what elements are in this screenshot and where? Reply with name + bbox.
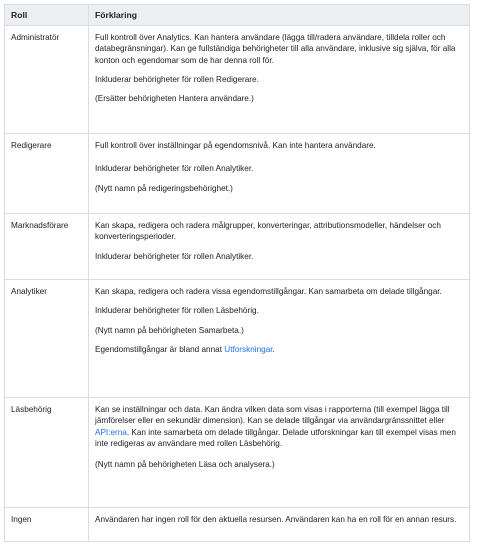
description-paragraph: Kan skapa, redigera och radera vissa egendomstillgångar. Kan samarbeta om delade tillgångar. xyxy=(95,287,442,296)
text-suffix: . xyxy=(272,344,275,354)
text-prefix: Egendomstillgångar är bland annat xyxy=(95,344,225,354)
role-description xyxy=(89,26,470,134)
table-header-row xyxy=(5,5,470,26)
description-paragraph: Inkluderar behörigheter för rollen Redigerare. xyxy=(95,74,259,84)
header-explanation: Förklaring xyxy=(89,5,470,26)
description-paragraph: (Nytt namn på behörigheten Läsa och analysera.) xyxy=(95,460,275,470)
role-name: Läsbehörig xyxy=(5,398,89,508)
description-paragraph: Inkluderar behörigheter för rollen Läsbehörig. xyxy=(95,306,259,316)
table-row xyxy=(5,26,470,134)
header-role: Roll xyxy=(5,5,89,26)
description-paragraph: (Nytt namn på redigeringsbehörighet.) xyxy=(95,183,233,193)
role-description xyxy=(89,134,470,214)
roles-table-container xyxy=(4,4,469,542)
description-paragraph: Inkluderar behörigheter för rollen Analytiker. xyxy=(95,251,254,261)
text-suffix: . Kan inte samarbeta om delade tillgångar. Delade utforskningar kan till exempel visas men inte redigeras av användare med rollen Läsbehörig. xyxy=(95,427,456,448)
description-paragraph xyxy=(95,344,463,355)
role-description xyxy=(89,398,470,508)
table-row xyxy=(5,134,470,214)
role-name: Administratör xyxy=(5,26,89,134)
description-paragraph: (Nytt namn på behörigheten Samarbeta.) xyxy=(95,325,244,335)
role-name: Marknadsförare xyxy=(5,214,89,280)
role-description xyxy=(89,508,470,542)
description-paragraph: Användaren har ingen roll för den aktuella resursen. Användaren kan ha en roll för en annan resurs. xyxy=(95,515,457,524)
table-row xyxy=(5,508,470,542)
description-paragraph: Full kontroll över inställningar på egendomsnivå. Kan inte hantera användare. xyxy=(95,141,376,150)
role-description xyxy=(89,280,470,398)
table-row xyxy=(5,214,470,280)
role-name: Redigerare xyxy=(5,134,89,214)
utforskningar-link[interactable]: Utforskningar xyxy=(224,344,273,354)
description-paragraph: (Ersätter behörigheten Hantera användare.) xyxy=(95,94,254,104)
role-description xyxy=(89,214,470,280)
description-paragraph: Inkluderar behörigheter för rollen Analytiker. xyxy=(95,164,254,174)
api-link[interactable]: API:erna xyxy=(95,427,127,437)
description-paragraph: Full kontroll över Analytics. Kan hantera användare (lägga till/radera användare, tilldela roller och databegränsningar). Kan ge fullständiga behörigheter till alla användare, inklusive sig själva, för alla konton och egendomar som de har denna roll för. xyxy=(95,33,456,65)
table-row xyxy=(5,398,470,508)
roles-table xyxy=(4,4,470,542)
description-paragraph: Kan skapa, redigera och radera målgrupper, konverteringar, attributionsmodeller, händelser och konverteringsperioder. xyxy=(95,221,441,242)
role-name: Analytiker xyxy=(5,280,89,398)
role-name: Ingen xyxy=(5,508,89,542)
table-row xyxy=(5,280,470,398)
text-prefix: Kan se inställningar och data. Kan ändra vilken data som visas i rapporterna (till exempel lägga till jämförelser eller en sekundär dimension). Kan se delade tillgångar via användargränssnittet eller xyxy=(95,405,450,426)
description-paragraph xyxy=(95,404,463,449)
